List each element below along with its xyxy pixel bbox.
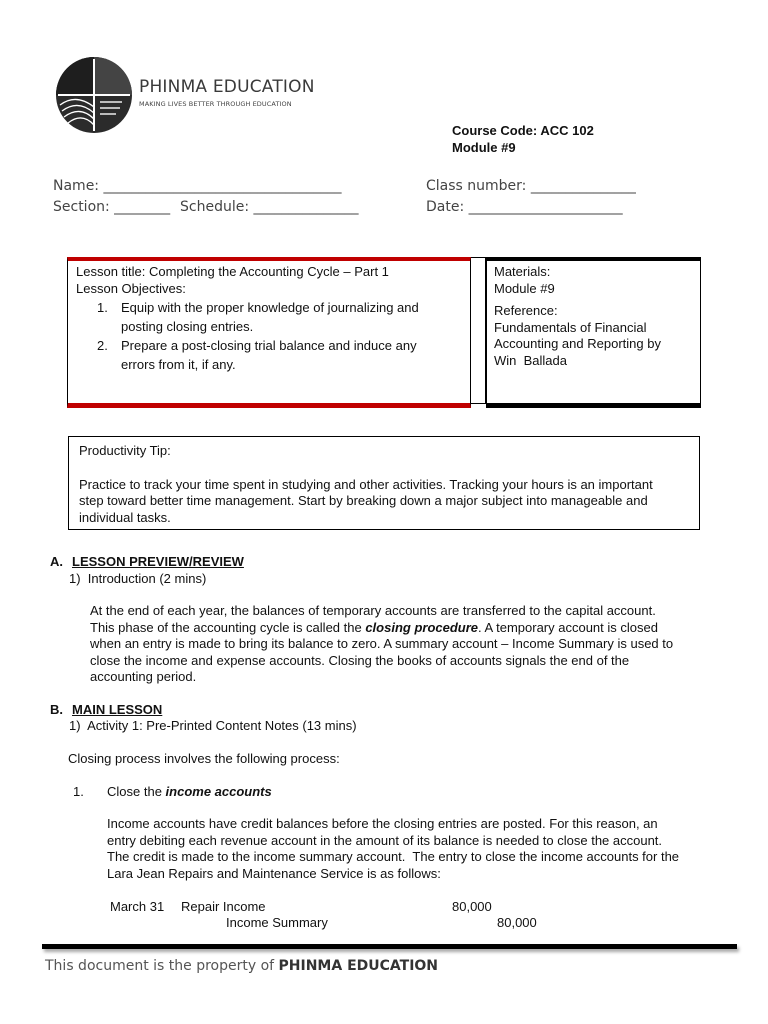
footer-owner: PHINMA EDUCATION xyxy=(278,958,439,974)
class-number-field: Class number: _______________ xyxy=(426,178,636,194)
section-field: Section: ________ xyxy=(53,199,171,215)
logo-tagline: MAKING LIVES BETTER THROUGH EDUCATION xyxy=(139,100,292,108)
entry-debit-amount: 80,000 xyxy=(452,899,492,914)
phinma-logo xyxy=(54,55,134,135)
section-a-item: 1) Introduction (2 mins) xyxy=(69,571,207,586)
section-a-paragraph: At the end of each year, the balances of temporary accounts are transferred to the capital account. This phase of the accounting cycle is called the closing procedure. A temporary account is closed when an entry is made to bring its balance to zero. A summary account – Income Summary is used to close the income and expense accounts. Closing the books of accounts signals the end of the accounting period. xyxy=(90,603,674,684)
reference-line: Fundamentals of Financial xyxy=(494,319,647,335)
step-text: Close the income accounts xyxy=(107,784,272,799)
income-accounts-term: income accounts xyxy=(165,784,272,799)
course-code: Course Code: ACC 102 xyxy=(452,123,594,138)
objective-item: 2. Prepare a post-closing trial balance and induce any errors from it, if any. xyxy=(97,338,417,372)
footer-text: This document is the property of PHINMA EDUCATION xyxy=(45,958,439,974)
objectives-list xyxy=(97,298,457,374)
step-paragraph: Income accounts have credit balances before the closing entries are posted. For this reason, an entry debiting each revenue account in the amount of its balance is needed to close the account. The credit is made to the income summary account. The entry to close the income accounts for the Lara Jean Repairs and Maintenance Service is as follows: xyxy=(107,816,680,881)
entry-date: March 31 xyxy=(110,899,165,914)
materials-box xyxy=(486,257,701,408)
objective-item: 1. Equip with the proper knowledge of journalizing and posting closing entries. xyxy=(97,300,419,334)
lesson-box xyxy=(67,257,471,408)
reference-line: Win Ballada xyxy=(494,352,567,368)
productivity-tip-box xyxy=(68,436,700,530)
entry-credit-account: Income Summary xyxy=(226,915,328,930)
footer-rule xyxy=(42,944,737,949)
schedule-field: Schedule: _______________ xyxy=(180,199,359,215)
tip-line: Practice to track your time spent in studying and other activities. Tracking your hours is an important xyxy=(79,476,653,492)
reference-line: Accounting and Reporting by xyxy=(494,336,661,351)
objective-number: 1. xyxy=(97,300,108,315)
section-b-heading: B. MAIN LESSON xyxy=(50,702,163,717)
box-divider xyxy=(471,257,486,404)
entry-debit-account: Repair Income xyxy=(181,899,266,914)
tip-line: step toward better time management. Start by breaking down a major subject into manageable and xyxy=(79,493,648,508)
materials-value: Module #9 xyxy=(494,280,555,296)
lesson-title: Lesson title: Completing the Accounting Cycle – Part 1 xyxy=(76,264,389,279)
logo-name: PHINMA EDUCATION xyxy=(139,77,315,97)
objective-number: 2. xyxy=(97,338,108,353)
reference-label: Reference: xyxy=(494,303,558,318)
section-b-title: MAIN LESSON xyxy=(72,702,163,717)
name-field: Name: __________________________________ xyxy=(53,178,342,194)
section-b-intro: Closing process involves the following process: xyxy=(68,751,340,766)
tip-label: Productivity Tip: xyxy=(79,443,171,458)
module-number: Module #9 xyxy=(452,140,516,155)
tip-line: individual tasks. xyxy=(79,509,171,525)
section-b-item: 1) Activity 1: Pre-Printed Content Notes (13 mins) xyxy=(69,718,357,733)
step-number: 1. xyxy=(73,784,84,799)
date-field: Date: ______________________ xyxy=(426,199,623,215)
entry-credit-amount: 80,000 xyxy=(497,915,537,930)
logo-emblem-icon xyxy=(54,55,134,135)
objectives-label: Lesson Objectives: xyxy=(76,280,186,296)
section-a-heading: A. LESSON PREVIEW/REVIEW xyxy=(50,554,244,569)
section-a-title: LESSON PREVIEW/REVIEW xyxy=(72,554,244,569)
closing-procedure-term: closing procedure xyxy=(365,619,479,635)
materials-label: Materials: xyxy=(494,264,551,279)
